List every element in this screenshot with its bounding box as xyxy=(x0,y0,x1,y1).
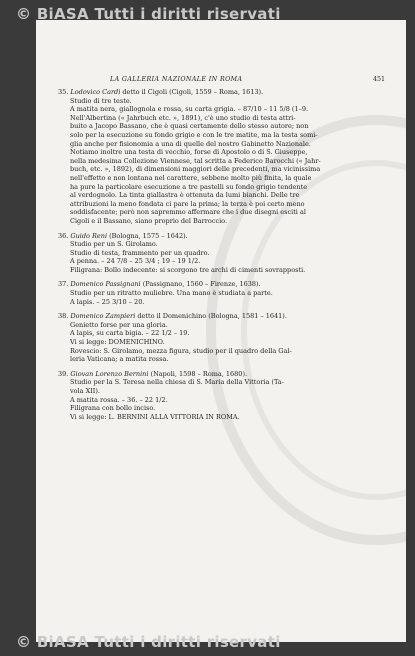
entry-number: 39. xyxy=(58,369,69,378)
entry-number: 37. xyxy=(58,280,69,289)
entry-number: 38. xyxy=(58,312,69,321)
entry-heading xyxy=(58,232,368,241)
artist-name: Domenico Zampieri xyxy=(70,312,136,321)
artist-details: (Passignano, 1560 – Firenze, 1638). xyxy=(142,280,261,289)
entry-text-line: buito a Jacopo Bassano, che è quasi certamente dello stesso autore; non xyxy=(70,122,309,131)
catalogue-entry xyxy=(58,312,368,364)
entry-text-line: Vi si legge: L. BERNINI ALLA VITTORIA IN ROMA. xyxy=(70,412,240,421)
entry-text-line: Vi si legge: DOMENICHINO. xyxy=(70,338,165,347)
entry-text-line: Studio per un S. Girolamo. xyxy=(70,240,158,249)
entry-number: 36. xyxy=(58,231,69,240)
entry-heading xyxy=(58,312,368,321)
entry-text-line: nell'effetto e non lontana nel carattere, sebbene molto più finita, la quale xyxy=(70,173,312,182)
entry-text-line: leria Vaticana; a matita rossa. xyxy=(70,355,169,364)
entry-heading xyxy=(58,370,368,379)
entry-text-line: Studio per la S. Teresa nella chiesa di S. Maria della Vittoria (Ta- xyxy=(70,378,284,387)
entry-text-line: Studio per un ritratto muliebre. Una mano è studiata a parte. xyxy=(70,289,273,298)
entry-number: 35. xyxy=(58,88,69,96)
copyright-watermark-top: © BiASA Tutti i diritti riservati xyxy=(16,5,281,23)
entry-text-line: glia anche per fisionomia a una di quelle del nostro Gabinetto Nazionale. xyxy=(70,139,311,148)
artist-name: Domenico Passignani xyxy=(70,280,141,289)
artist-name: Lodovico Cardi xyxy=(70,88,121,96)
entry-text-line: A lapis, su carta bigia. – 22 1/2 – 19. xyxy=(70,329,190,338)
entry-text-line: A penna. – 24 7/8 – 25 3/4 ; 19 – 19 1/2. xyxy=(70,257,201,266)
entry-text-line: Studio di testa, frammento per un quadro. xyxy=(70,248,210,257)
entry-heading xyxy=(58,88,368,97)
entry-text-line: Nell'Albertina (« Jahrbuch etc. », 1891), c'è uno studio di testa attri- xyxy=(70,113,296,122)
artist-details: (Bologna, 1575 – 1642). xyxy=(109,231,188,240)
copyright-watermark-bottom: © BiASA Tutti i diritti riservati xyxy=(16,633,281,651)
entry-text-line: soddisfacente; però non sapremmo affermare che i due disegni esciti al xyxy=(70,208,306,217)
entry-text-line: Cigoli e il Bassano, siano proprio del Barroccio. xyxy=(70,216,228,225)
artist-name: Guido Reni xyxy=(70,231,108,240)
catalogue-entry xyxy=(58,232,368,275)
entry-text-line: attribuzioni la meno fondata ci pare la prima; la terza è poi certo meno xyxy=(70,199,305,208)
entry-heading xyxy=(58,280,368,289)
entry-text-line: A matita nera, giallognola e rossa, su carta grigia. – 87/10 – 11 5/8 (1–9. xyxy=(70,105,309,114)
entry-text-line: Filigrana: Bollo indecente: si scorgono tre archi di cimenti sovrapposti. xyxy=(70,265,306,274)
catalogue-entry xyxy=(58,88,368,226)
page-number: 451 xyxy=(373,76,386,83)
catalogue-body xyxy=(58,88,368,427)
entry-text-line: Rovescio: S. Girolamo, mezza figura, studio per il quadro della Gal- xyxy=(70,346,292,355)
entry-text-line: al verdognolo. La tinta giallastra è ottenuta da lumi bianchi. Delle tre xyxy=(70,191,300,200)
entry-text-line: Notiamo inoltre una testa di vecchio, forse di Apostolo o di S. Giuseppe, xyxy=(70,148,308,157)
entry-text-line: A lapis. – 25 3/10 – 20. xyxy=(70,297,145,306)
entry-text-line: Filigrana con bollo inciso. xyxy=(70,404,156,413)
entry-text-line: A matita rossa. – 36. – 22 1/2. xyxy=(70,395,168,404)
entry-text-line: solo per la esecuzione su fondo grigio e con le tre matite, ma la testa somi- xyxy=(70,130,318,139)
entry-text-line: vola XII). xyxy=(70,387,100,395)
artist-details: detto il Cigoli (Cigoli, 1559 – Roma, 1613). xyxy=(122,88,264,96)
artist-details: (Napoli, 1598 – Roma, 1680). xyxy=(150,369,248,378)
running-head: LA GALLERIA NAZIONALE IN ROMA xyxy=(110,76,243,83)
entry-text-line: buch, etc. », 1892), di dimensioni maggiori delle precedenti, ma vicinissima xyxy=(70,165,321,174)
entry-text-line: Genietto forse per una gloria. xyxy=(70,320,168,329)
entry-text-line: ha pure la particolare esecuzione a tre pastelli su fondo grigio tendente xyxy=(70,182,308,191)
entry-text-line: Studio di tre teste. xyxy=(70,96,132,105)
catalogue-entry xyxy=(58,370,368,422)
catalogue-entry xyxy=(58,280,368,306)
artist-details: detto il Domenichino (Bologna, 1581 – 1641). xyxy=(137,312,287,321)
artist-name: Giovan Lorenzo Bernini xyxy=(70,369,149,378)
entry-text-line: nella medesima Collezione Viennese, tal scritta a Federico Barocchi (« Jahr- xyxy=(70,156,321,165)
